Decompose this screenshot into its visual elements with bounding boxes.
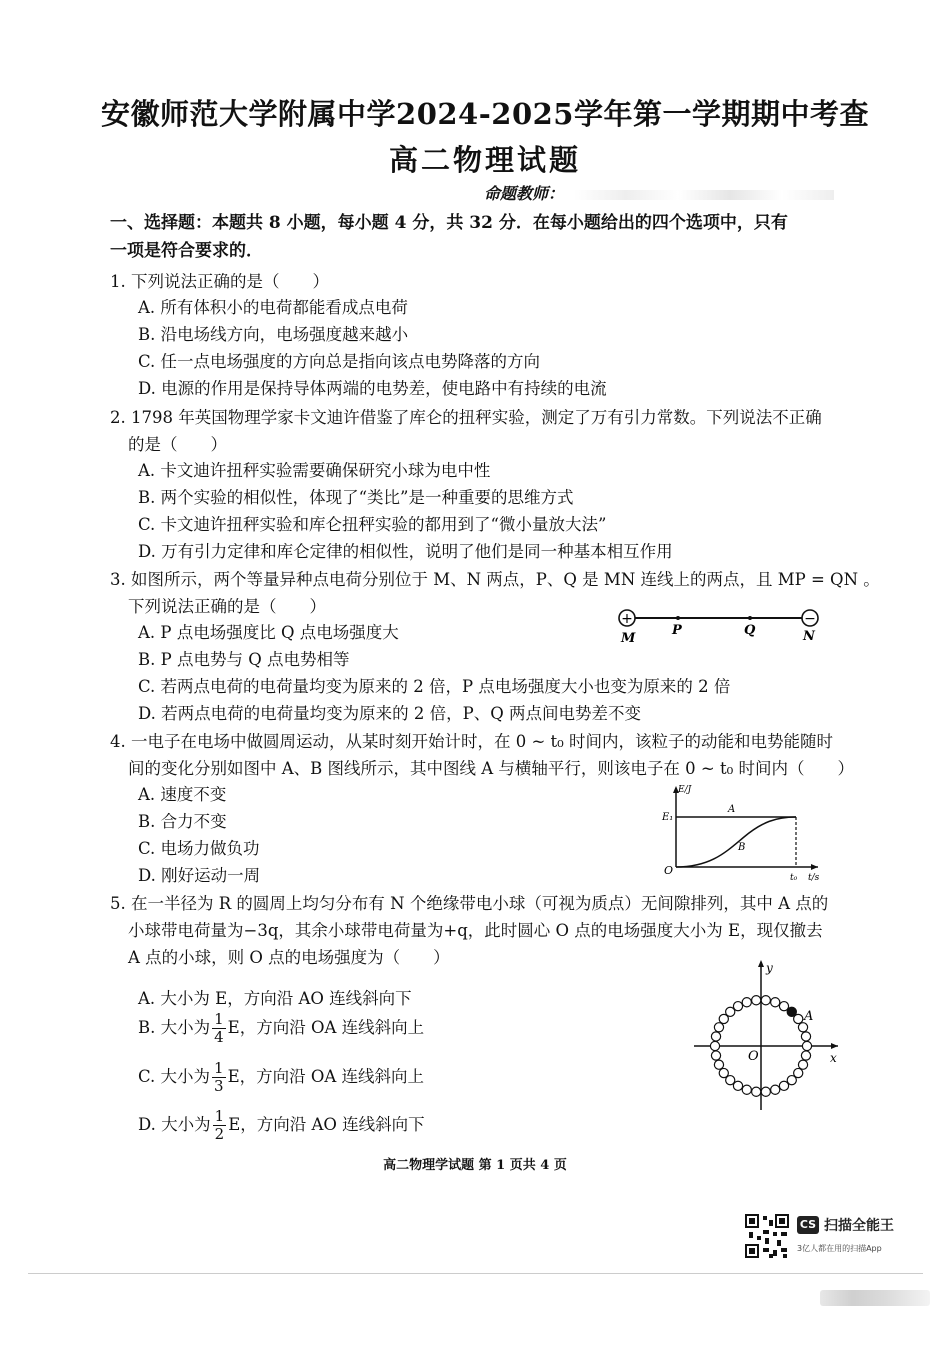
denominator: 2: [214, 1125, 225, 1143]
ring-ball: [794, 1068, 803, 1077]
ring-ball: [798, 1060, 807, 1069]
y-axis-arrow-icon: [758, 960, 764, 967]
point-q: [748, 616, 752, 620]
q1-stem: 1. 下列说法正确的是（ ）: [110, 272, 329, 291]
q5-option-b-prefix: B. 大小为: [138, 1018, 211, 1037]
ring-ball: [714, 1023, 723, 1032]
q3-option-c: C. 若两点电荷的电荷量均变为原来的 2 倍，P 点电场强度大小也变为原来的 2 倍: [138, 677, 731, 696]
q3-option-d: D. 若两点电荷的电荷量均变为原来的 2 倍，P、Q 两点间电势差不变: [138, 704, 641, 723]
exam-title: 安徽师范大学附属中学2024-2025学年第一学期期中考查: [101, 97, 869, 131]
label-n: N: [803, 629, 815, 644]
ring-ball: [742, 1085, 751, 1094]
denominator: 3: [214, 1077, 224, 1095]
q2-option-c: C. 卡文迪许扭秤实验和库仑扭秤实验的都用到了“微小量放大法”: [138, 515, 607, 534]
q3-option-b: B. P 点电势与 Q 点电势相等: [138, 650, 350, 669]
ring-ball: [733, 1081, 742, 1090]
ring-ball: [711, 1032, 720, 1041]
numerator: 1: [214, 1107, 225, 1125]
q4-option-c: C. 电场力做负功: [138, 839, 260, 858]
q1-option-a: A. 所有体积小的电荷都能看成点电荷: [138, 298, 408, 317]
ring-ball: [742, 998, 751, 1007]
minus-sign: −: [804, 611, 816, 627]
x-axis-label: t/s: [808, 873, 820, 882]
denominator: 4: [214, 1028, 224, 1046]
page-footer: 高二物理学试题 第 1 页共 4 页: [383, 1158, 567, 1173]
setter-label: 命题教师：: [484, 184, 565, 203]
ring-ball: [771, 998, 780, 1007]
origin-label: O: [748, 1049, 759, 1064]
q1-option-d: D. 电源的作用是保持导体两端的电势差，使电路中有持续的电流: [138, 379, 607, 398]
ring-ball: [802, 1041, 811, 1050]
q3-stem-line2: 下列说法正确的是（ ）: [128, 597, 326, 616]
q5-option-c-suffix: E，方向沿 OA 连线斜向上: [227, 1067, 425, 1086]
q5-stem-line3: A 点的小球，则 O 点的电场强度为（ ）: [128, 948, 450, 967]
q5-option-d: [138, 1109, 425, 1142]
ring-ball: [761, 996, 770, 1005]
q4-energy-graph: [656, 782, 826, 882]
q2-option-a: A. 卡文迪许扭秤实验需要确保研究小球为电中性: [138, 461, 491, 480]
origin-label: O: [664, 864, 674, 877]
q5-option-b: [138, 1012, 424, 1045]
curve-b-label: B: [738, 842, 746, 853]
faded-watermark: [820, 1290, 930, 1306]
fraction-one-half: [213, 1109, 227, 1142]
q5-option-d-suffix: E，方向沿 AO 连线斜向下: [228, 1115, 425, 1134]
ring-ball: [719, 1014, 728, 1023]
q5-ring-figure: [688, 958, 848, 1116]
q2-option-d: D. 万有引力定律和库仑定律的相似性，说明了他们是同一种基本相互作用: [138, 542, 673, 561]
q2-stem-line1: 2. 1798 年英国物理学家卡文迪许借鉴了库仑的扭秤实验，测定了万有引力常数。下列说法不正确: [110, 408, 822, 427]
fraction-one-third: [212, 1061, 226, 1094]
ring-ball: [752, 1087, 761, 1096]
ring-ball: [771, 1085, 780, 1094]
plus-sign: +: [621, 611, 633, 627]
point-a-label: A: [804, 1009, 814, 1024]
exam-subtitle: 高二物理试题: [388, 143, 581, 177]
section-heading-line2: 一项是符合要求的．: [110, 241, 263, 261]
q4-option-d: D. 刚好运动一周: [138, 866, 261, 885]
q4-stem-line1: 4. 一电子在电场中做圆周运动，从某时刻开始计时，在 0 ~ t₀ 时间内，该粒子的动能和电势能随时: [110, 732, 834, 751]
e1-label: E₁: [662, 812, 674, 823]
q3-charges-figure: [608, 602, 838, 646]
label-p: P: [672, 623, 682, 638]
t0-label: t₀: [790, 873, 798, 882]
ring-ball: [779, 1002, 788, 1011]
q5-option-b-suffix: E，方向沿 OA 连线斜向上: [227, 1018, 425, 1037]
camscanner-logo-icon: CS: [797, 1216, 819, 1234]
section-heading-line1: 一、选择题：本题共 8 小题，每小题 4 分，共 32 分．在每小题给出的四个选项中，只有: [110, 213, 788, 233]
x-axis-arrow-icon: [831, 1043, 838, 1049]
q4-option-a: A. 速度不变: [138, 785, 227, 804]
ring-ball: [714, 1060, 723, 1069]
q5-option-a: A. 大小为 E，方向沿 AO 连线斜向下: [138, 989, 412, 1008]
page-divider: [28, 1273, 923, 1274]
ring-ball: [798, 1023, 807, 1032]
redacted-names: [574, 190, 834, 200]
q4-stem-line2: 间的变化分别如图中 A、B 图线所示，其中图线 A 与横轴平行，则该电子在 0 ~ t₀ 时间内（ ）: [128, 759, 854, 778]
fraction-one-quarter: [212, 1012, 226, 1045]
q1-option-c: C. 任一点电场强度的方向总是指向该点电势降落的方向: [138, 352, 541, 371]
point-p: [676, 616, 680, 620]
q5-option-c: [138, 1061, 424, 1094]
q2-stem-line2: 的是（ ）: [128, 435, 227, 454]
scanner-tagline: 3亿人都在用的扫描App: [797, 1244, 882, 1253]
label-q: Q: [744, 623, 756, 638]
q5-stem-line2: 小球带电荷量为−3q，其余小球带电荷量为+q，此时圆心 O 点的电场强度大小为 E，现仅撤去: [128, 921, 823, 940]
y-axis-label: y: [766, 961, 773, 975]
qr-code-icon: [745, 1214, 789, 1258]
scanner-app-name: 扫描全能王: [824, 1218, 894, 1234]
ring-ball: [710, 1041, 719, 1050]
q5-option-d-prefix: D. 大小为: [138, 1115, 211, 1134]
x-axis-label: x: [830, 1051, 837, 1065]
ring-ball: [752, 996, 761, 1005]
setter-line: [484, 181, 834, 204]
numerator: 1: [214, 1010, 224, 1028]
x-axis-arrow-icon: [811, 864, 818, 870]
curve-b: [676, 817, 796, 867]
q2-option-b: B. 两个实验的相似性，体现了“类比”是一种重要的思维方式: [138, 488, 574, 507]
ring-ball: [761, 1087, 770, 1096]
q4-option-b: B. 合力不变: [138, 812, 227, 831]
ring-ball: [711, 1051, 720, 1060]
q5-stem-line1: 5. 在一半径为 R 的圆周上均匀分布有 N 个绝缘带电小球（可视为质点）无间隙排列，其中 A 点的: [110, 894, 829, 913]
y-axis-label: E/J: [678, 785, 692, 795]
q5-option-c-prefix: C. 大小为: [138, 1067, 211, 1086]
q3-option-a: A. P 点电场强度比 Q 点电场强度大: [138, 623, 399, 642]
ring-ball: [801, 1051, 810, 1060]
ring-ball: [801, 1032, 810, 1041]
label-m: M: [621, 631, 636, 646]
curve-a-label: A: [728, 804, 736, 815]
q1-option-b: B. 沿电场线方向，电场强度越来越小: [138, 325, 409, 344]
numerator: 1: [214, 1059, 224, 1077]
q3-stem-line1: 3. 如图所示，两个等量异种点电荷分别位于 M、N 两点，P、Q 是 MN 连线上的两点，且 MP = QN 。: [110, 570, 880, 589]
